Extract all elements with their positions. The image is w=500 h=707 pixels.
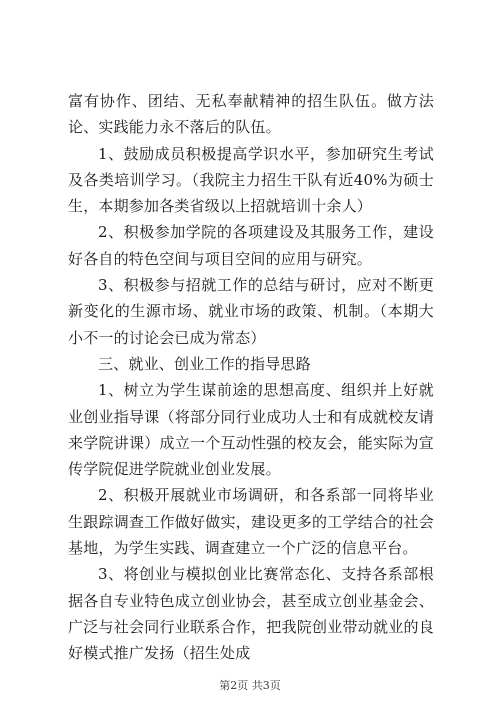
paragraph-guidance-2: 2、积极开展就业市场调研，和各系部一同将毕业生跟踪调查工作做好做实，建设更多的工学结合的社会基地，为学生实践、调查建立一个广泛的信息平台。 [68,486,434,558]
paragraph-continuation: 富有协作、团结、无私奉献精神的招生队伍。做方法论、实践能力永不落后的队伍。 [68,92,434,137]
page-number-footer: 第2页 共3页 [219,679,281,692]
paragraph-item-3: 3、积极参与招就工作的总结与研讨，应对不断更新变化的生源市场、就业市场的政策、机制。（本期大小不一的讨论会已成为常态） [68,276,434,347]
section-heading: 三、就业、创业工作的指导思路 [98,354,311,373]
paragraph-item-1: 1、鼓励成员积极提高学识水平，参加研究生考试及各类培训学习。（我院主力招生干队有近40%为硕士生，本期参加各类省级以上招就培训十余人） [68,144,434,216]
paragraph-item-2: 2、积极参加学院的各项建设及其服务工作，建设好各自的特色空间与项目空间的应用与研究。 [68,223,434,268]
paragraph-guidance-3: 3、将创业与模拟创业比赛常态化、支持各系部根据各自专业特色成立创业协会，甚至成立创业基金会、广泛与社会同行业联系合作，把我院创业带动就业的良好模式推广发扬（招生处成 [68,565,434,663]
paragraph-guidance-1: 1、树立为学生谋前途的思想高度、组织并上好就业创业指导课（将部分同行业成功人士和有成就校友请来学院讲课）成立一个互动性强的校友会，能实际为宣传学院促进学院就业创业发展。 [68,381,434,479]
document-body [68,88,434,667]
